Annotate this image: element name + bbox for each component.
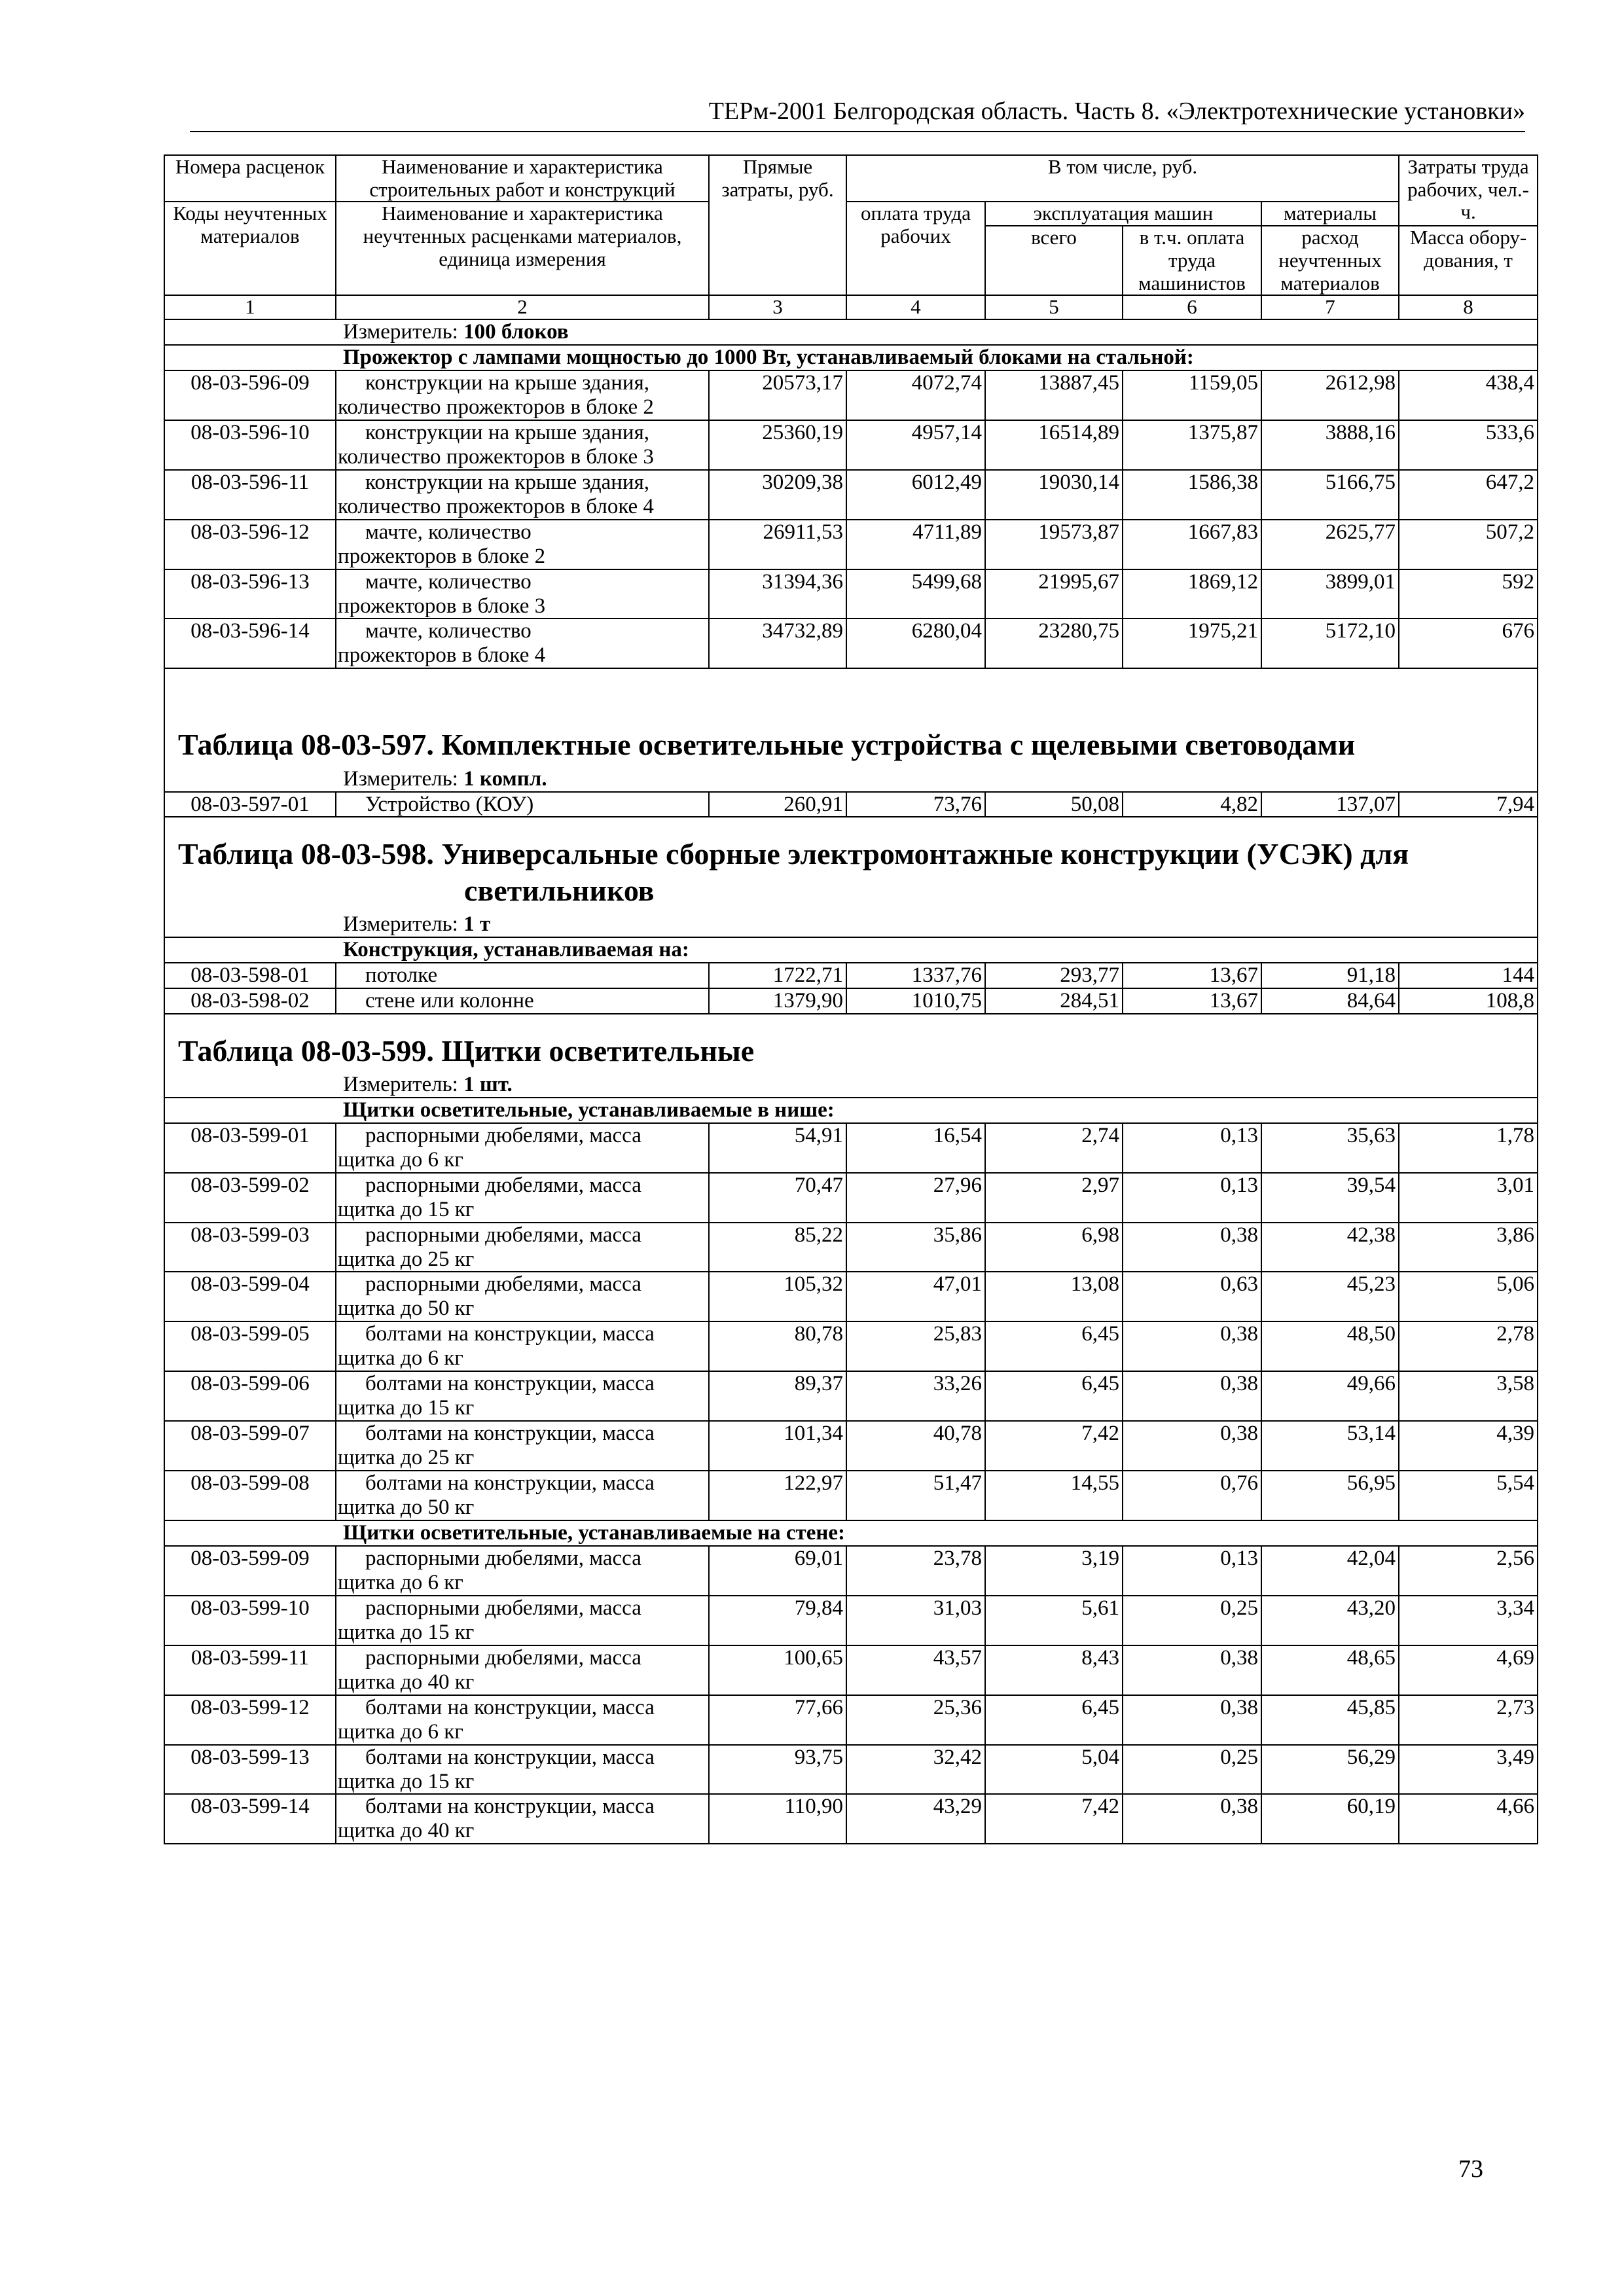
labor-or-mass: 3,01 [1399,1173,1538,1223]
rate-code: 08-03-598-02 [164,988,336,1014]
materials-cost: 53,14 [1261,1421,1399,1471]
description-line2: щитка до 15 кг [338,1769,475,1793]
description-line1: болтами на конструкции, масса [365,1372,655,1396]
rate-code: 08-03-599-07 [164,1421,336,1471]
description-line1: распорными дюбелями, масса [365,1596,641,1620]
machines-total: 21995,67 [985,569,1123,619]
machines-total: 23280,75 [985,619,1123,668]
work-description [336,569,709,619]
work-description [336,1645,709,1695]
materials-cost: 3888,16 [1261,420,1399,470]
direct-cost: 260,91 [709,792,846,817]
labor-or-mass: 7,94 [1399,792,1538,817]
work-description [336,1695,709,1745]
materials-cost: 2612,98 [1261,370,1399,420]
description-line2: щитка до 6 кг [338,1570,463,1594]
materials-cost: 42,04 [1261,1546,1399,1596]
table-row [164,1471,1538,1520]
machines-total: 6,45 [985,1695,1123,1745]
direct-cost: 93,75 [709,1745,846,1795]
labor-or-mass: 592 [1399,569,1538,619]
machines-total: 293,77 [985,963,1123,988]
table-row [164,1546,1538,1596]
machinist-pay: 0,38 [1123,1421,1261,1471]
labor-or-mass: 5,54 [1399,1471,1538,1520]
rate-code: 08-03-599-08 [164,1471,336,1520]
measure-value: 1 компл. [463,766,547,791]
rate-code: 08-03-596-13 [164,569,336,619]
description-line1: болтами на конструкции, масса [365,1322,655,1346]
description-line2: щитка до 6 кг [338,1147,463,1172]
machinist-pay: 0,25 [1123,1596,1261,1645]
worker-pay: 51,47 [846,1471,985,1520]
machines-total: 14,55 [985,1471,1123,1520]
machines-total: 7,42 [985,1421,1123,1471]
description-line1: болтами на конструкции, масса [365,1795,655,1819]
description-line1: распорными дюбелями, масса [365,1645,641,1670]
rate-code: 08-03-599-14 [164,1794,336,1844]
work-description [336,1272,709,1321]
section-subtitle: Конструкция, устанавливаемая на: [164,937,1538,963]
description-line2: количество прожекторов в блоке 3 [338,444,654,469]
col2-header-bottom: Наименование и характеристика неучтенных расценками материалов, единица измерения [336,202,709,295]
worker-pay: 4072,74 [846,370,985,420]
labor-or-mass: 3,86 [1399,1223,1538,1272]
work-description [336,1421,709,1471]
machines-total: 5,04 [985,1745,1123,1795]
table-row [164,1745,1538,1795]
machinist-pay: 13,67 [1123,963,1261,988]
labor-or-mass: 2,78 [1399,1321,1538,1371]
machines-total: 284,51 [985,988,1123,1014]
rate-code: 08-03-597-01 [164,792,336,817]
section-subtitle: Щитки осветительные, устанавливаемые в нише: [164,1098,1538,1123]
description-line1: болтами на конструкции, масса [365,1422,655,1446]
description-line2: прожекторов в блоке 2 [338,544,546,568]
worker-pay: 4711,89 [846,520,985,569]
materials-cost: 2625,77 [1261,520,1399,569]
rate-code: 08-03-596-10 [164,420,336,470]
table-row [164,1645,1538,1695]
col7-header: расход неучтенных материалов [1261,226,1399,295]
direct-cost: 77,66 [709,1695,846,1745]
work-description [336,1596,709,1645]
worker-pay: 33,26 [846,1371,985,1421]
col-number: 3 [709,295,846,319]
worker-pay: 35,86 [846,1223,985,1272]
rates-table [164,154,1538,1844]
machinist-pay: 0,13 [1123,1173,1261,1223]
direct-cost: 101,34 [709,1421,846,1471]
direct-cost: 85,22 [709,1223,846,1272]
machines-total: 16514,89 [985,420,1123,470]
work-description: потолке [336,963,709,988]
description-line1: болтами на конструкции, масса [365,1471,655,1496]
section-subtitle: Прожектор с лампами мощностью до 1000 Вт, устанавливаемый блоками на стальной: [164,345,1538,370]
worker-pay: 1010,75 [846,988,985,1014]
machinist-pay: 1869,12 [1123,569,1261,619]
machines-total: 2,74 [985,1123,1123,1173]
labor-or-mass: 3,58 [1399,1371,1538,1421]
table-row [164,1173,1538,1223]
materials-cost: 84,64 [1261,988,1399,1014]
direct-cost: 105,32 [709,1272,846,1321]
col6-header: в т.ч. оплата труда машинистов [1123,226,1261,295]
measure-row [164,1073,1538,1098]
work-description [336,1471,709,1520]
materials-cost: 45,85 [1261,1695,1399,1745]
col-number: 5 [985,295,1123,319]
page-number: 73 [1458,2155,1483,2183]
measure-value: 100 блоков [463,320,569,344]
table-row [164,470,1538,520]
direct-cost: 80,78 [709,1321,846,1371]
table-title [164,1014,1538,1073]
work-description [336,619,709,668]
rate-code: 08-03-599-04 [164,1272,336,1321]
table-title [164,817,1538,912]
page-header: ТЕРм-2001 Белгородская область. Часть 8. «Электротехнические установки» [190,97,1525,132]
work-description [336,1546,709,1596]
measure-label: Измеритель: [343,766,458,791]
table-row [164,370,1538,420]
materials-cost: 5172,10 [1261,619,1399,668]
table-row [164,1794,1538,1844]
col-number: 4 [846,295,985,319]
direct-cost: 1379,90 [709,988,846,1014]
description-line2: щитка до 40 кг [338,1819,475,1843]
materials-header: материалы [1261,202,1399,226]
description-line1: мачте, количество [365,569,532,594]
materials-cost: 43,20 [1261,1596,1399,1645]
worker-pay: 43,29 [846,1794,985,1844]
worker-pay: 47,01 [846,1272,985,1321]
machinist-pay: 1975,21 [1123,619,1261,668]
labor-or-mass: 2,56 [1399,1546,1538,1596]
description-line1: распорными дюбелями, масса [365,1123,641,1147]
col1-header-bottom: Коды неучтенных материалов [164,202,336,295]
table-row [164,1371,1538,1421]
table-row [164,1421,1538,1471]
description-line1: распорными дюбелями, масса [365,1223,641,1247]
worker-pay: 6012,49 [846,470,985,520]
worker-pay: 1337,76 [846,963,985,988]
direct-cost: 54,91 [709,1123,846,1173]
rate-code: 08-03-599-03 [164,1223,336,1272]
description-line1: распорными дюбелями, масса [365,1546,641,1570]
machinist-pay: 1159,05 [1123,370,1261,420]
machines-total: 13,08 [985,1272,1123,1321]
machines-total: 6,98 [985,1223,1123,1272]
direct-cost: 100,65 [709,1645,846,1695]
table-row [164,1123,1538,1173]
table-row [164,1272,1538,1321]
labor-or-mass: 2,73 [1399,1695,1538,1745]
rate-code: 08-03-599-01 [164,1123,336,1173]
labor-or-mass: 3,49 [1399,1745,1538,1795]
description-line1: конструкции на крыше здания, [365,370,650,395]
description-line2: щитка до 40 кг [338,1670,475,1694]
worker-pay: 43,57 [846,1645,985,1695]
worker-pay: 73,76 [846,792,985,817]
machinist-pay: 1375,87 [1123,420,1261,470]
labor-or-mass: 647,2 [1399,470,1538,520]
table-row [164,792,1538,817]
labor-or-mass: 438,4 [1399,370,1538,420]
rate-code: 08-03-598-01 [164,963,336,988]
machinist-pay: 0,38 [1123,1794,1261,1844]
direct-cost: 20573,17 [709,370,846,420]
table-row [164,988,1538,1014]
materials-cost: 48,65 [1261,1645,1399,1695]
table-title-text: светильников [464,873,655,907]
direct-cost: 25360,19 [709,420,846,470]
machines-total: 19573,87 [985,520,1123,569]
direct-cost: 89,37 [709,1371,846,1421]
machines-total: 8,43 [985,1645,1123,1695]
labor-or-mass: 676 [1399,619,1538,668]
materials-cost: 45,23 [1261,1272,1399,1321]
materials-cost: 42,38 [1261,1223,1399,1272]
machines-total: 2,97 [985,1173,1123,1223]
col1-header-top: Номера расценок [164,155,336,202]
work-description [336,370,709,420]
materials-cost: 49,66 [1261,1371,1399,1421]
work-description: Устройство (КОУ) [336,792,709,817]
labor-or-mass: 4,39 [1399,1421,1538,1471]
machines-total: 3,19 [985,1546,1123,1596]
direct-cost: 31394,36 [709,569,846,619]
machinist-pay: 0,13 [1123,1123,1261,1173]
measure-row [164,767,1538,792]
description-line2: щитка до 25 кг [338,1446,475,1470]
machinist-pay: 0,13 [1123,1546,1261,1596]
work-description [336,1794,709,1844]
description-line1: распорными дюбелями, масса [365,1272,641,1297]
description-line2: щитка до 15 кг [338,1197,475,1221]
worker-pay: 32,42 [846,1745,985,1795]
table-row [164,420,1538,470]
description-line1: болтами на конструкции, масса [365,1745,655,1769]
materials-cost: 91,18 [1261,963,1399,988]
machinist-pay: 0,38 [1123,1371,1261,1421]
group-header: В том числе, руб. [846,155,1399,202]
materials-cost: 56,29 [1261,1745,1399,1795]
worker-pay: 5499,68 [846,569,985,619]
col-number: 1 [164,295,336,319]
rate-code: 08-03-599-09 [164,1546,336,1596]
machinist-pay: 0,76 [1123,1471,1261,1520]
description-line2: щитка до 50 кг [338,1297,475,1321]
description-line2: щитка до 6 кг [338,1719,463,1744]
description-line2: щитка до 15 кг [338,1620,475,1644]
worker-pay: 16,54 [846,1123,985,1173]
worker-pay: 25,83 [846,1321,985,1371]
description-line1: болтами на конструкции, масса [365,1695,655,1719]
description-line1: конструкции на крыше здания, [365,470,650,494]
description-line1: мачте, количество [365,619,532,643]
description-line2: количество прожекторов в блоке 2 [338,395,654,419]
labor-or-mass: 144 [1399,963,1538,988]
machinist-pay: 13,67 [1123,988,1261,1014]
worker-pay: 31,03 [846,1596,985,1645]
description-line2: щитка до 50 кг [338,1496,475,1520]
rate-code: 08-03-599-05 [164,1321,336,1371]
machines-total: 5,61 [985,1596,1123,1645]
direct-cost: 30209,38 [709,470,846,520]
description-line1: конструкции на крыше здания, [365,420,650,444]
direct-cost: 1722,71 [709,963,846,988]
col-number: 7 [1261,295,1399,319]
table-row [164,963,1538,988]
measure-label: Измеритель: [343,1072,458,1096]
direct-cost: 79,84 [709,1596,846,1645]
machines-total: 13887,45 [985,370,1123,420]
rate-code: 08-03-599-06 [164,1371,336,1421]
machinist-pay: 4,82 [1123,792,1261,817]
rate-code: 08-03-599-02 [164,1173,336,1223]
col2-header-top: Наименование и характеристика строительных работ и конструкций [336,155,709,202]
rate-code: 08-03-599-12 [164,1695,336,1745]
measure-value: 1 т [463,912,491,936]
col8-header-bottom: Масса обору-дования, т [1399,226,1538,295]
work-description [336,1745,709,1795]
col-number: 6 [1123,295,1261,319]
description-line2: щитка до 6 кг [338,1346,463,1371]
machinist-pay: 0,38 [1123,1321,1261,1371]
materials-cost: 48,50 [1261,1321,1399,1371]
labor-or-mass: 4,66 [1399,1794,1538,1844]
machinist-pay: 0,63 [1123,1272,1261,1321]
worker-pay: 27,96 [846,1173,985,1223]
table-row [164,1695,1538,1745]
machines-total: 50,08 [985,792,1123,817]
table-row [164,1223,1538,1272]
materials-cost: 137,07 [1261,792,1399,817]
table-row [164,520,1538,569]
worker-pay: 6280,04 [846,619,985,668]
rate-code: 08-03-599-13 [164,1745,336,1795]
description-line2: щитка до 25 кг [338,1247,475,1271]
machinist-pay: 0,38 [1123,1223,1261,1272]
col5-header: всего [985,226,1123,295]
col3-header: Прямые затраты, руб. [709,155,846,295]
work-description [336,1123,709,1173]
work-description: стене или колонне [336,988,709,1014]
work-description [336,470,709,520]
labor-or-mass: 3,34 [1399,1596,1538,1645]
labor-or-mass: 108,8 [1399,988,1538,1014]
table-title-text: Таблица 08-03-598. Универсальные сборные электромонтажные конструкции (УСЭК) для [178,837,1409,871]
machines-total: 6,45 [985,1371,1123,1421]
description-line1: распорными дюбелями, масса [365,1173,641,1197]
machines-total: 6,45 [985,1321,1123,1371]
col-number: 8 [1399,295,1538,319]
machines-total: 19030,14 [985,470,1123,520]
materials-cost: 5166,75 [1261,470,1399,520]
col4-header: оплата труда рабочих [846,202,985,295]
machines-header: эксплуатация машин [985,202,1261,226]
worker-pay: 23,78 [846,1546,985,1596]
rate-code: 08-03-599-11 [164,1645,336,1695]
section-subtitle: Щитки осветительные, устанавливаемые на стене: [164,1520,1538,1546]
table-title-text: Таблица 08-03-599. Щитки осветительные [178,1033,755,1067]
machinist-pay: 1586,38 [1123,470,1261,520]
col8-header-top: Затраты труда рабочих, чел.-ч. [1399,155,1538,226]
work-description [336,1223,709,1272]
spacer [164,668,1538,708]
description-line2: щитка до 15 кг [338,1396,475,1420]
direct-cost: 34732,89 [709,619,846,668]
work-description [336,520,709,569]
rate-code: 08-03-596-14 [164,619,336,668]
materials-cost: 39,54 [1261,1173,1399,1223]
description-line2: прожекторов в блоке 3 [338,594,546,618]
rate-code: 08-03-596-11 [164,470,336,520]
measure-label: Измеритель: [343,320,458,344]
materials-cost: 60,19 [1261,1794,1399,1844]
measure-row [164,912,1538,937]
worker-pay: 40,78 [846,1421,985,1471]
rate-code: 08-03-596-09 [164,370,336,420]
col-number: 2 [336,295,709,319]
machinist-pay: 0,38 [1123,1695,1261,1745]
worker-pay: 4957,14 [846,420,985,470]
worker-pay: 25,36 [846,1695,985,1745]
direct-cost: 110,90 [709,1794,846,1844]
direct-cost: 26911,53 [709,520,846,569]
work-description [336,1173,709,1223]
materials-cost: 35,63 [1261,1123,1399,1173]
table-row [164,1596,1538,1645]
materials-cost: 56,95 [1261,1471,1399,1520]
labor-or-mass: 1,78 [1399,1123,1538,1173]
table-row [164,569,1538,619]
measure-value: 1 шт. [463,1072,513,1096]
labor-or-mass: 5,06 [1399,1272,1538,1321]
materials-cost: 3899,01 [1261,569,1399,619]
description-line2: количество прожекторов в блоке 4 [338,494,654,518]
measure-label: Измеритель: [343,912,458,936]
description-line1: мачте, количество [365,520,532,544]
work-description [336,420,709,470]
table-row [164,619,1538,668]
labor-or-mass: 4,69 [1399,1645,1538,1695]
direct-cost: 122,97 [709,1471,846,1520]
work-description [336,1371,709,1421]
labor-or-mass: 507,2 [1399,520,1538,569]
table-row [164,1321,1538,1371]
machinist-pay: 0,38 [1123,1645,1261,1695]
measure-row [164,319,1538,345]
direct-cost: 70,47 [709,1173,846,1223]
rate-code: 08-03-599-10 [164,1596,336,1645]
direct-cost: 69,01 [709,1546,846,1596]
rate-code: 08-03-596-12 [164,520,336,569]
machinist-pay: 1667,83 [1123,520,1261,569]
table-title [164,708,1538,766]
work-description [336,1321,709,1371]
machinist-pay: 0,25 [1123,1745,1261,1795]
table-title-text: Таблица 08-03-597. Комплектные осветительные устройства с щелевыми световодами [178,728,1356,762]
labor-or-mass: 533,6 [1399,420,1538,470]
description-line2: прожекторов в блоке 4 [338,643,546,668]
machines-total: 7,42 [985,1794,1123,1844]
